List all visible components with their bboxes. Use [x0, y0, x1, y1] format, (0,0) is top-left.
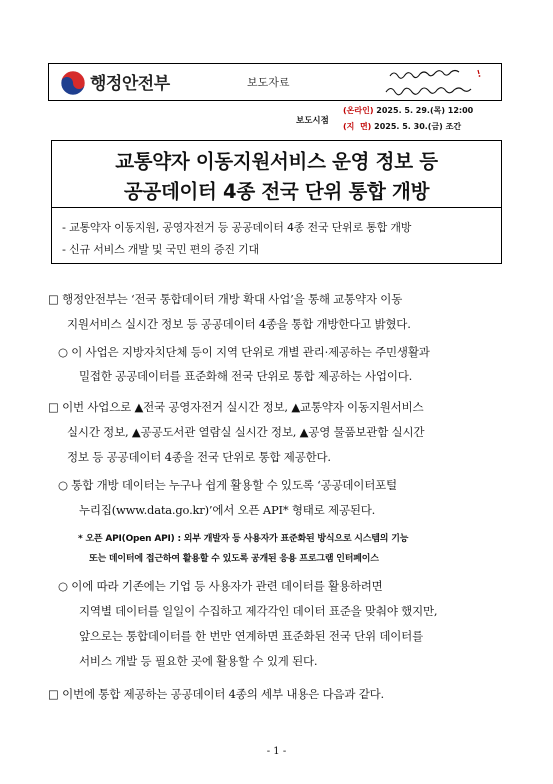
release-label: 보도시점: [296, 116, 329, 126]
ministry-logo-icon: [60, 70, 86, 96]
headline-line2: 공공데이터 4종 전국 단위 통합 개방: [123, 180, 430, 203]
release-paper-tag: (지 면): [343, 122, 372, 131]
release-online-value: 2025. 5. 29.(목) 12:00: [376, 106, 474, 115]
release-paper-value: 2025. 5. 30.(금) 조간: [374, 122, 462, 131]
page-number: - 1 -: [266, 746, 287, 757]
footnote-line1: * 오픈 API(Open API) : 외부 개발자 등 사용자가 표준화된 방식으로 시스템의 기능: [78, 534, 409, 544]
release-online-tag: (온라인): [343, 106, 374, 115]
para5-line2: 지역별 데이터를 일일이 수집하고 제각각인 데이터 표준을 맞춰야 했지만,: [79, 604, 438, 618]
para3-line1: □ 이번 사업으로 ▲전국 공영자전거 실시간 정보, ▲교통약자 이동지원서비스: [48, 400, 424, 414]
headline-line1: 교통약자 이동지원서비스 운영 정보 등: [115, 150, 438, 173]
para5-line3: 앞으로는 통합데이터를 한 번만 연계하면 표준화된 전국 단위 데이터를: [79, 629, 424, 643]
footnote-line2: 또는 데이터에 접근하여 활용할 수 있도록 공개된 응용 프로그램 인터페이스: [89, 554, 379, 564]
para6-line1: □ 이번에 통합 제공하는 공공데이터 4종의 세부 내용은 다음과 같다.: [48, 687, 384, 701]
para1-line1: □ 행정안전부는 ‘전국 통합데이터 개방 확대 사업’을 통해 교통약자 이동: [48, 292, 403, 306]
para2-line1: ○ 이 사업은 지방자치단체 등이 지역 단위로 개별 관리·제공하는 주민생활과: [58, 345, 430, 359]
para5-line4: 서비스 개발 등 필요한 곳에 활용할 수 있게 된다.: [79, 654, 318, 668]
para3-line3: 정보 등 공공데이터 4종을 전국 단위로 통합 제공한다.: [67, 450, 331, 464]
subheadline-2: - 신규 서비스 개발 및 국민 편의 증진 기대: [62, 243, 259, 256]
para1-line2: 지원서비스 실시간 정보 등 공공데이터 4종을 통합 개방한다고 밝혔다.: [67, 317, 411, 331]
ministry-name: 행정안전부: [90, 74, 170, 94]
para5-line1: ○ 이에 따라 기존에는 기업 등 사용자가 관련 데이터를 활용하려면: [58, 579, 383, 593]
para4-line2: 누리집(www.data.go.kr)’에서 오픈 API* 형태로 제공된다.: [79, 503, 376, 517]
para2-line2: 밀접한 공공데이터를 표준화해 전국 단위로 통합 제공하는 사업이다.: [79, 369, 413, 383]
slogan-handwriting: [382, 64, 497, 102]
release-paper-row: [343, 121, 461, 132]
para3-line2: 실시간 정보, ▲공공도서관 열람실 실시간 정보, ▲공영 물품보관함 실시간: [67, 425, 425, 439]
doc-type-label: 보도자료: [247, 76, 290, 89]
release-online-row: [343, 105, 473, 116]
subheadline-1: - 교통약자 이동지원, 공영자전거 등 공공데이터 4종 전국 단위로 통합 개방: [62, 221, 412, 234]
para4-line1: ○ 통합 개방 데이터는 누구나 쉽게 활용할 수 있도록 ‘공공데이터포털: [58, 478, 397, 492]
